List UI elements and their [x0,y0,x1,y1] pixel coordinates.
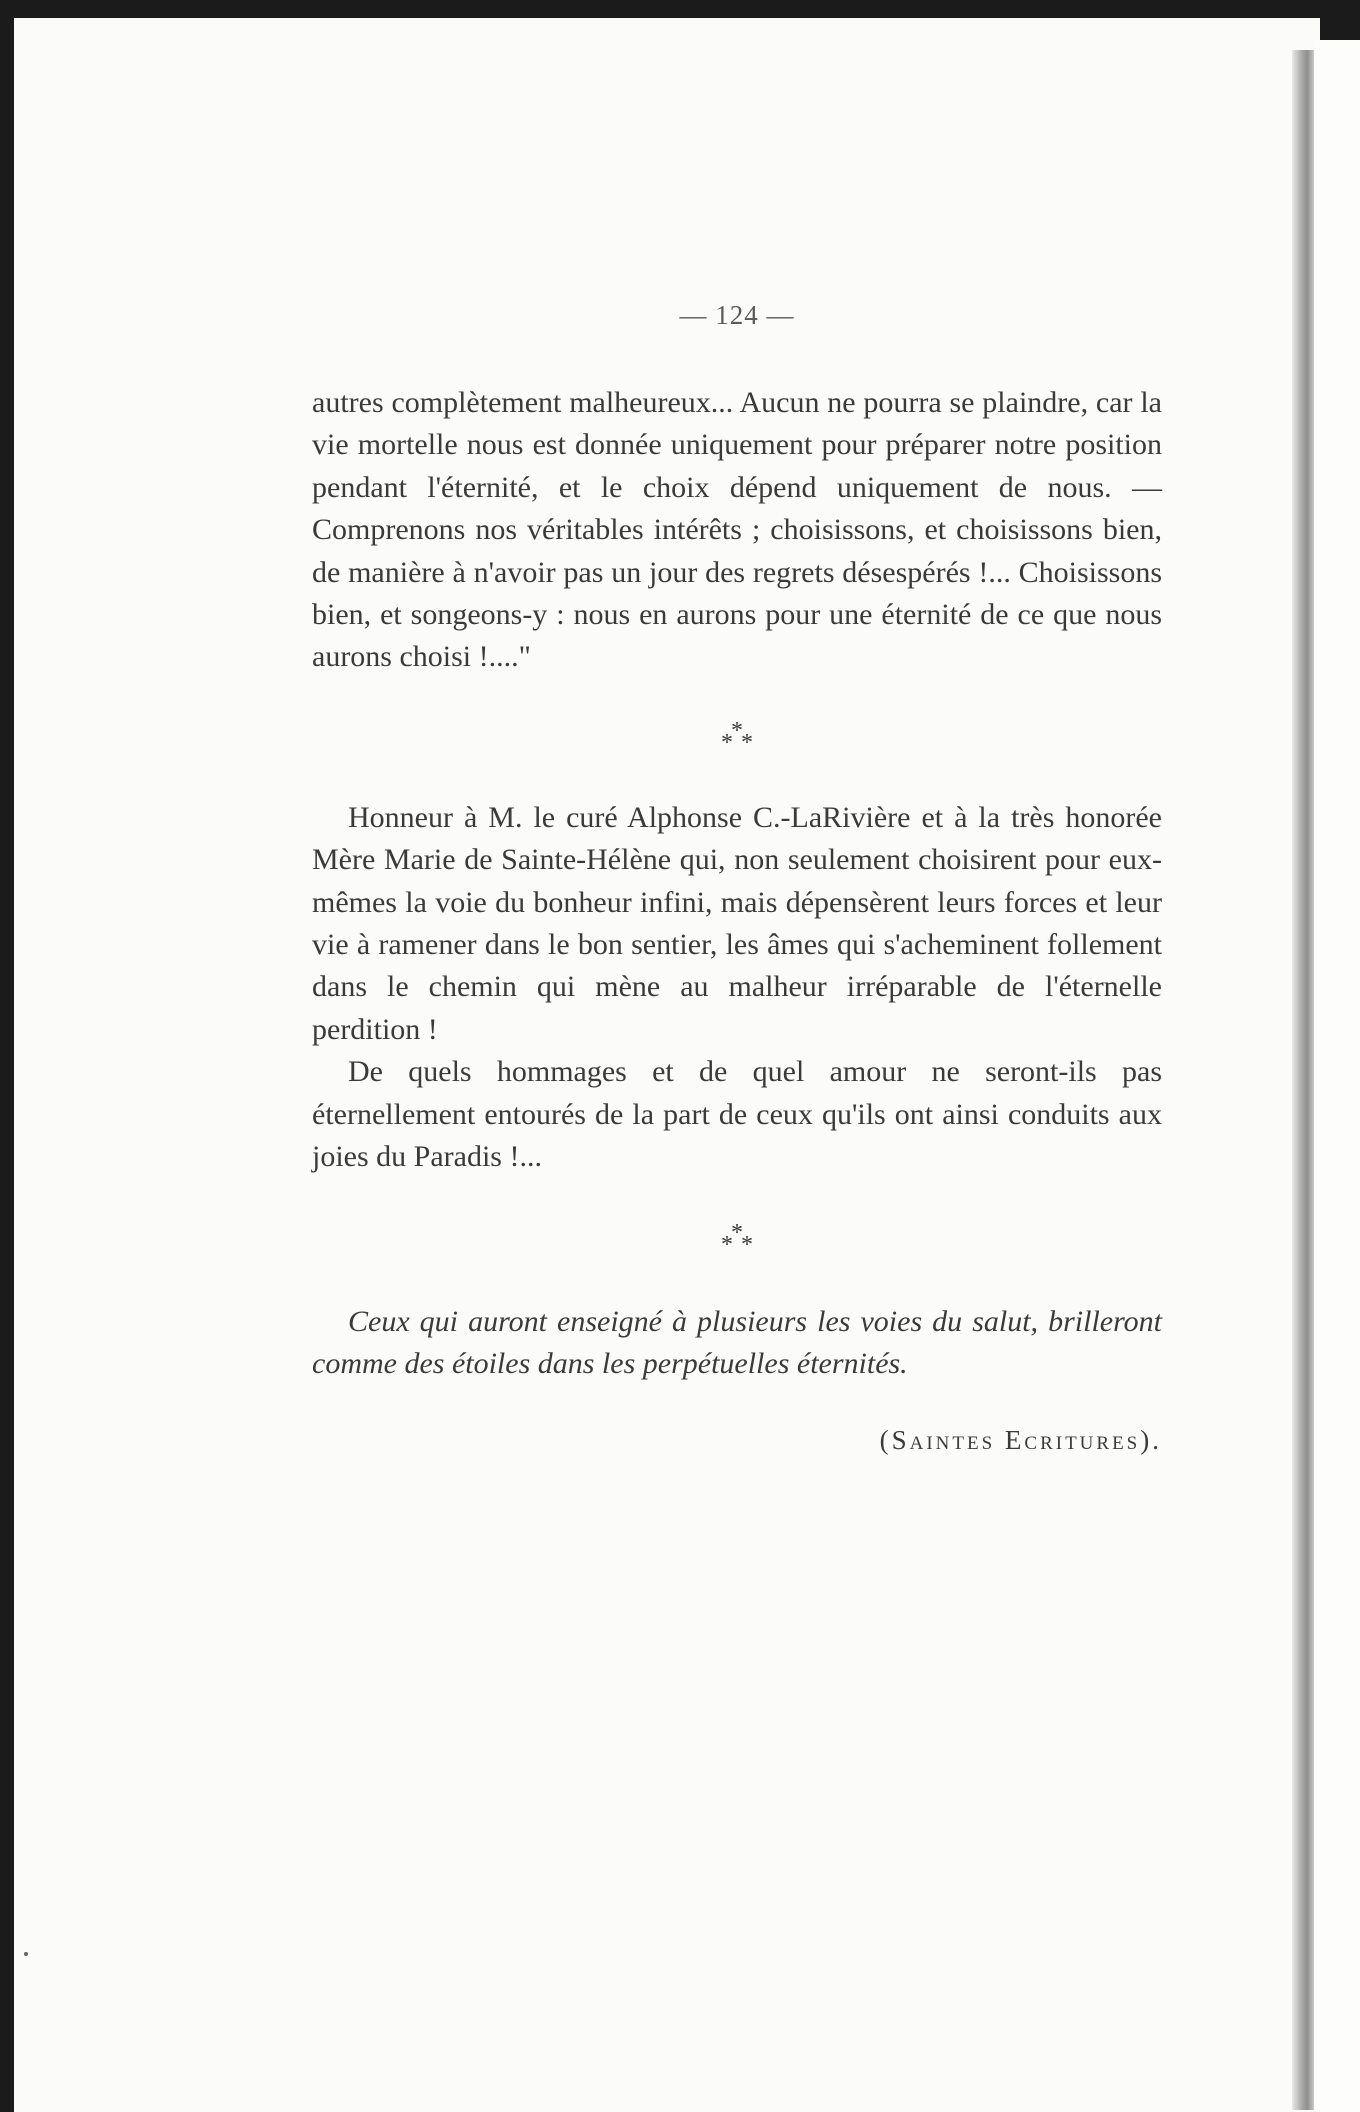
asterism-star: * [721,729,733,756]
asterism-star: * [741,1231,753,1258]
asterism-star: * [721,1231,733,1258]
scripture-quote: Ceux qui auront enseigné à plusieurs les voies du salut, brilleront comme des étoiles dans les perpétuelles éternités. [312,1304,1162,1380]
page-number: — 124 — [679,300,795,330]
adjacent-page-edge [1314,40,1360,2112]
asterism-star: * [741,729,753,756]
quote-source: (Saintes Ecritures). [879,1424,1162,1455]
asterism-divider [707,1221,767,1261]
asterism-star: * [731,717,743,744]
page-gutter-shadow [1292,50,1314,2110]
asterism-star: * [731,1219,743,1246]
page-content [312,300,1162,1456]
paragraph-hommages: De quels hommages et de quel amour ne seront-ils pas éternellement entourés de la part de ceux qu'ils ont ainsi conduits aux joies du Paradis !... [312,1055,1162,1174]
paragraph-honneur: Honneur à M. le curé Alphonse C.-LaRivière et à la très honorée Mère Marie de Sainte-Hélène qui, non seulement choisirent pour eux-mêmes la voie du bonheur infini, mais dépensèrent leurs forces et leur vie à ramener dans le bon sentier, les âmes qui s'acheminent follement dans le chemin qui mène au malheur irréparable de l'éternelle perdition ! [312,800,1162,1046]
scan-speck [24,1952,28,1956]
paragraph-continuation: autres complètement malheureux... Aucun ne pourra se plaindre, car la vie mortelle nous est donnée uniquement pour préparer notre position pendant l'éternité, et le choix dépend uniquement de nous. — Comprenons nos véritables intérêts ; choisissons, et choisissons bien, de manière à n'avoir pas un jour des regrets désespérés !... Choisissons bien, et songeons-y : nous en aurons pour une éternité de ce que nous aurons choisi !...." [312,386,1162,674]
asterism-divider [707,719,767,759]
